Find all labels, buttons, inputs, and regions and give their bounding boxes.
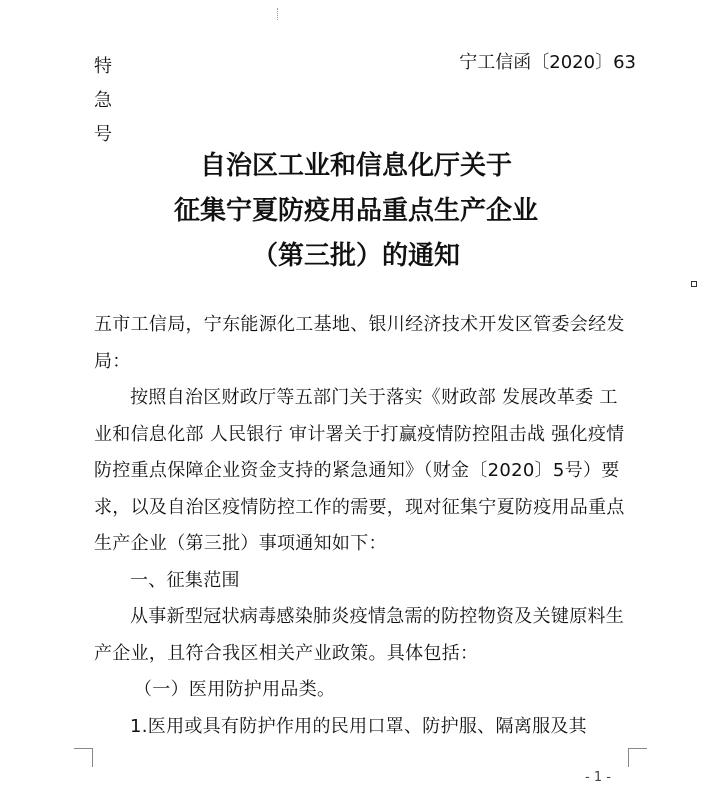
section-1-heading: 一、征集范围 bbox=[130, 569, 240, 591]
title-line-1: 自治区工业和信息化厅关于 bbox=[199, 151, 512, 181]
title-line-3: （第三批）的通知 bbox=[251, 241, 460, 271]
intro-paragraph: 按照自治区财政厅等五部门关于落实《财政部 发展改革委 工业和信息化部 人民银行 审计署关于打赢疫情防控阻击战 强化疫情防控重点保障企业资金支持的紧急通知》（财金〔2020〕5号）要求，以及自治区疫情防控工作的需要，现对征集宁夏防疫用品重点生产企业（第三批）事项通知如下： bbox=[94, 387, 625, 554]
page-corner-mark-right bbox=[628, 748, 647, 767]
addressee-paragraph: 五市工信局，宁东能源化工基地、银川经济技术开发区管委会经发局： bbox=[94, 314, 625, 372]
page-number: - 1 - bbox=[585, 770, 611, 785]
document-title bbox=[0, 144, 712, 279]
document-reference-number: 宁工信函〔2020〕63 bbox=[459, 52, 636, 73]
top-margin-tick bbox=[277, 8, 278, 20]
urgency-label: 特 急 号 bbox=[94, 56, 122, 145]
subsection-1-heading: （一）医用防护用品类。 bbox=[134, 679, 336, 700]
paragraph-anchor-marker bbox=[691, 281, 697, 287]
list-item-1: 1.医用或具有防护作用的民用口罩、防护服、隔离服及其 bbox=[130, 715, 587, 737]
title-line-2: 征集宁夏防疫用品重点生产企业 bbox=[173, 196, 538, 226]
document-body bbox=[94, 307, 634, 745]
page-corner-mark-left bbox=[74, 748, 93, 767]
section-1-paragraph: 从事新型冠状病毒感染肺炎疫情急需的防控物资及关键原料生产企业，且符合我区相关产业政策。具体包括： bbox=[94, 606, 625, 664]
